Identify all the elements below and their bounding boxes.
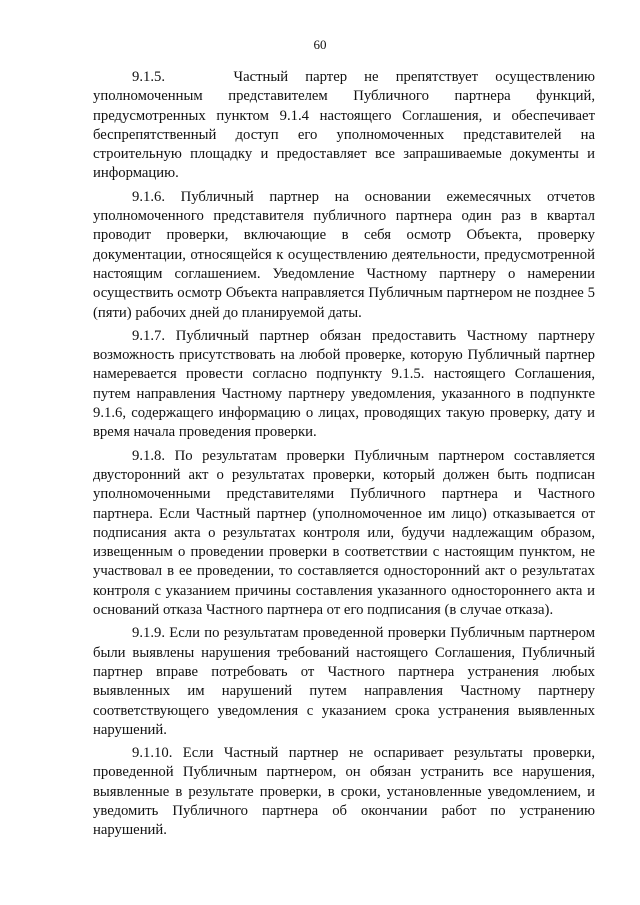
document-body: [93, 68, 595, 841]
paragraph-9-1-5: 9.1.5. Частный партер не препятствует осуществлению уполномоченным представителем Публичного партнера функций, предусмотренных пунктом 9.1.4 настоящего Соглашения, и обеспечивает беспрепятственный доступ его уполномоченных представителей на строительную площадку и предоставляет все запрашиваемые документы и информацию.: [93, 69, 595, 182]
paragraph-9-1-6: 9.1.6. Публичный партнер на основании ежемесячных отчетов уполномоченного представителя публичного партнера один раз в квартал проводит проверки, включающие в себя осмотр Объекта, проверку документации, относящейся к осуществлению деятельности, предусмотренной настоящим соглашением. Уведомление Частному партнеру о намерении осуществить осмотр Объекта направляется Публичным партнером не позднее 5 (пяти) рабочих дней до планируемой даты.: [93, 188, 595, 321]
page-number: 60: [313, 37, 327, 52]
paragraph-9-1-8: 9.1.8. По результатам проверки Публичным партнером составляется двусторонний акт о результатах проверки, который должен быть подписан уполномоченными представителями Публичного партнера и Частного партнера. Если Частный партнер (уполномоченное им лицо) отказывается от подписания акта о результатах контроля или, будучи надлежащим образом, извещенным о проведении проверки в соответствии с настоящим пунктом, не участвовал в ее проведении, то составляется односторонний акт о результатах контроля с указанием причины составления указанного одностороннего акта и оснований отказа Частного партнера от его подписания (в случае отказа).: [93, 447, 595, 619]
paragraph-9-1-9: 9.1.9. Если по результатам проведенной проверки Публичным партнером были выявлены нарушения требований настоящего Соглашения, Публичный партнер вправе потребовать от Частного партнера устранения любых выявленных им нарушений путем направления Частному партнеру соответствующего уведомления с указанием срока устранения выявленных нарушений.: [93, 625, 595, 738]
paragraph-9-1-7: 9.1.7. Публичный партнер обязан предоставить Частному партнеру возможность присутствовать на любой проверке, которую Публичный партнер намеревается провести согласно подпункту 9.1.5. настоящего Соглашения, путем направления Частному партнеру уведомления, указанного в подпункте 9.1.6, содержащего информацию о лицах, проводящих такую проверку, дату и время начала проведения проверки.: [93, 327, 595, 441]
paragraph-9-1-10: 9.1.10. Если Частный партнер не оспаривает результаты проверки, проведенной Публичным партнером, он обязан устранить все нарушения, выявленные в результате проверки, в сроки, установленные уведомлением, и уведомить Публичного партнера об окончании работ по устранению нарушений.: [93, 745, 595, 839]
